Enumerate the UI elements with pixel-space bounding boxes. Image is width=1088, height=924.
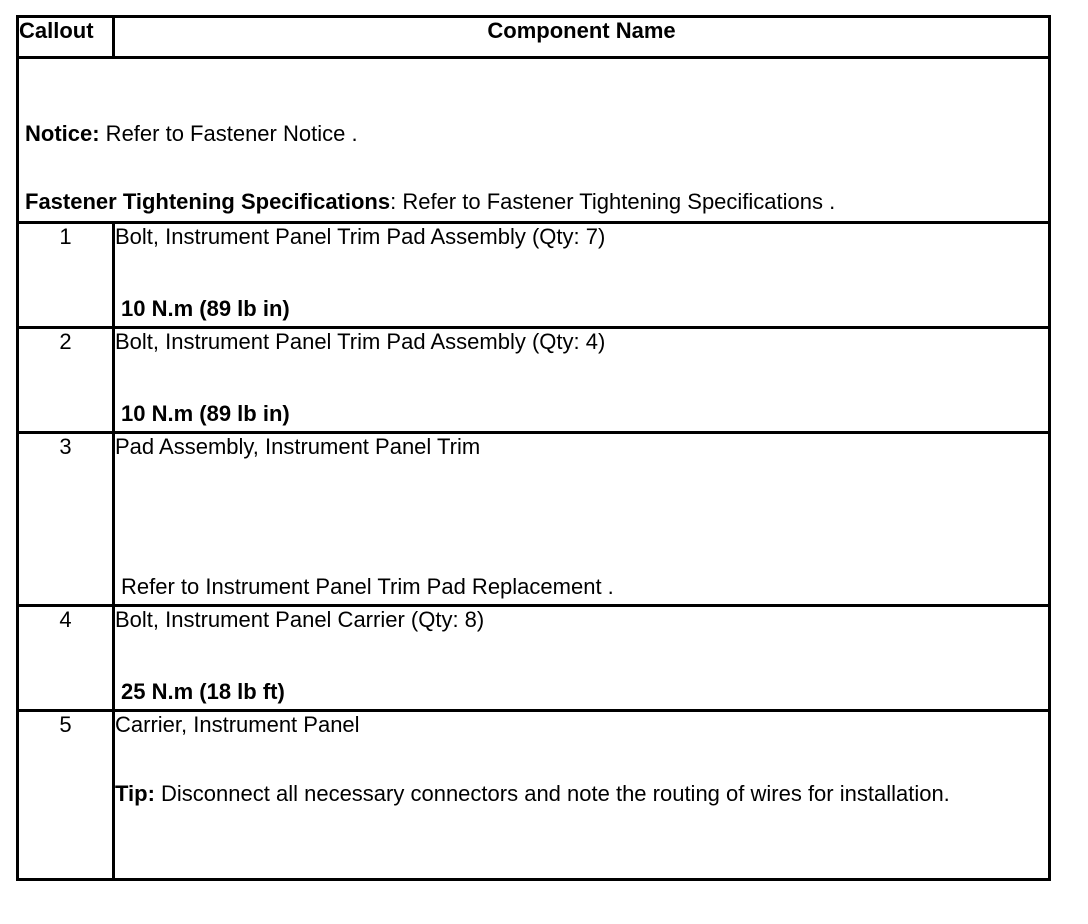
tip-note	[115, 780, 1048, 808]
torque-spec: 10 N.m (89 lb in)	[121, 401, 290, 426]
component-cell	[114, 711, 1050, 880]
component-name: Carrier, Instrument Panel	[115, 712, 360, 737]
component-cell	[114, 328, 1050, 433]
torque-spec: 25 N.m (18 lb ft)	[121, 679, 285, 704]
component-name: Pad Assembly, Instrument Panel Trim	[115, 434, 481, 459]
callout-number: 1	[18, 223, 114, 328]
component-cell	[114, 433, 1050, 606]
callout-header: Callout	[18, 17, 114, 58]
fastener-specs-label: Fastener Tightening Specifications	[25, 189, 391, 214]
component-name: Bolt, Instrument Panel Trim Pad Assembly (Qty: 7)	[115, 224, 606, 249]
notice-label: Notice:	[25, 121, 100, 146]
table-row	[18, 223, 1050, 328]
table-row	[18, 711, 1050, 880]
table-row	[18, 606, 1050, 711]
tip-label: Tip:	[115, 781, 155, 806]
replacement-reference: Refer to Instrument Panel Trim Pad Replacement .	[121, 574, 614, 599]
callout-number: 5	[18, 711, 114, 880]
notice-text: Refer to Fastener Notice .	[99, 121, 358, 146]
table-row	[18, 328, 1050, 433]
callout-number: 2	[18, 328, 114, 433]
component-name-header: Component Name	[114, 17, 1050, 58]
tip-text: Disconnect all necessary connectors and note the routing of wires for installation.	[154, 781, 950, 806]
component-name: Bolt, Instrument Panel Trim Pad Assembly (Qty: 4)	[115, 329, 606, 354]
fastener-specs-line	[25, 189, 835, 215]
notice-cell	[18, 58, 1050, 223]
component-cell	[114, 223, 1050, 328]
notice-row	[18, 58, 1050, 223]
table-row	[18, 433, 1050, 606]
fastener-specs-text: : Refer to Fastener Tightening Specifications .	[390, 189, 836, 214]
component-name: Bolt, Instrument Panel Carrier (Qty: 8)	[115, 607, 485, 632]
torque-spec: 10 N.m (89 lb in)	[121, 296, 290, 321]
notice-line	[25, 121, 358, 147]
component-cell	[114, 606, 1050, 711]
header-row	[18, 17, 1050, 58]
component-table	[16, 15, 1051, 881]
callout-number: 4	[18, 606, 114, 711]
callout-number: 3	[18, 433, 114, 606]
